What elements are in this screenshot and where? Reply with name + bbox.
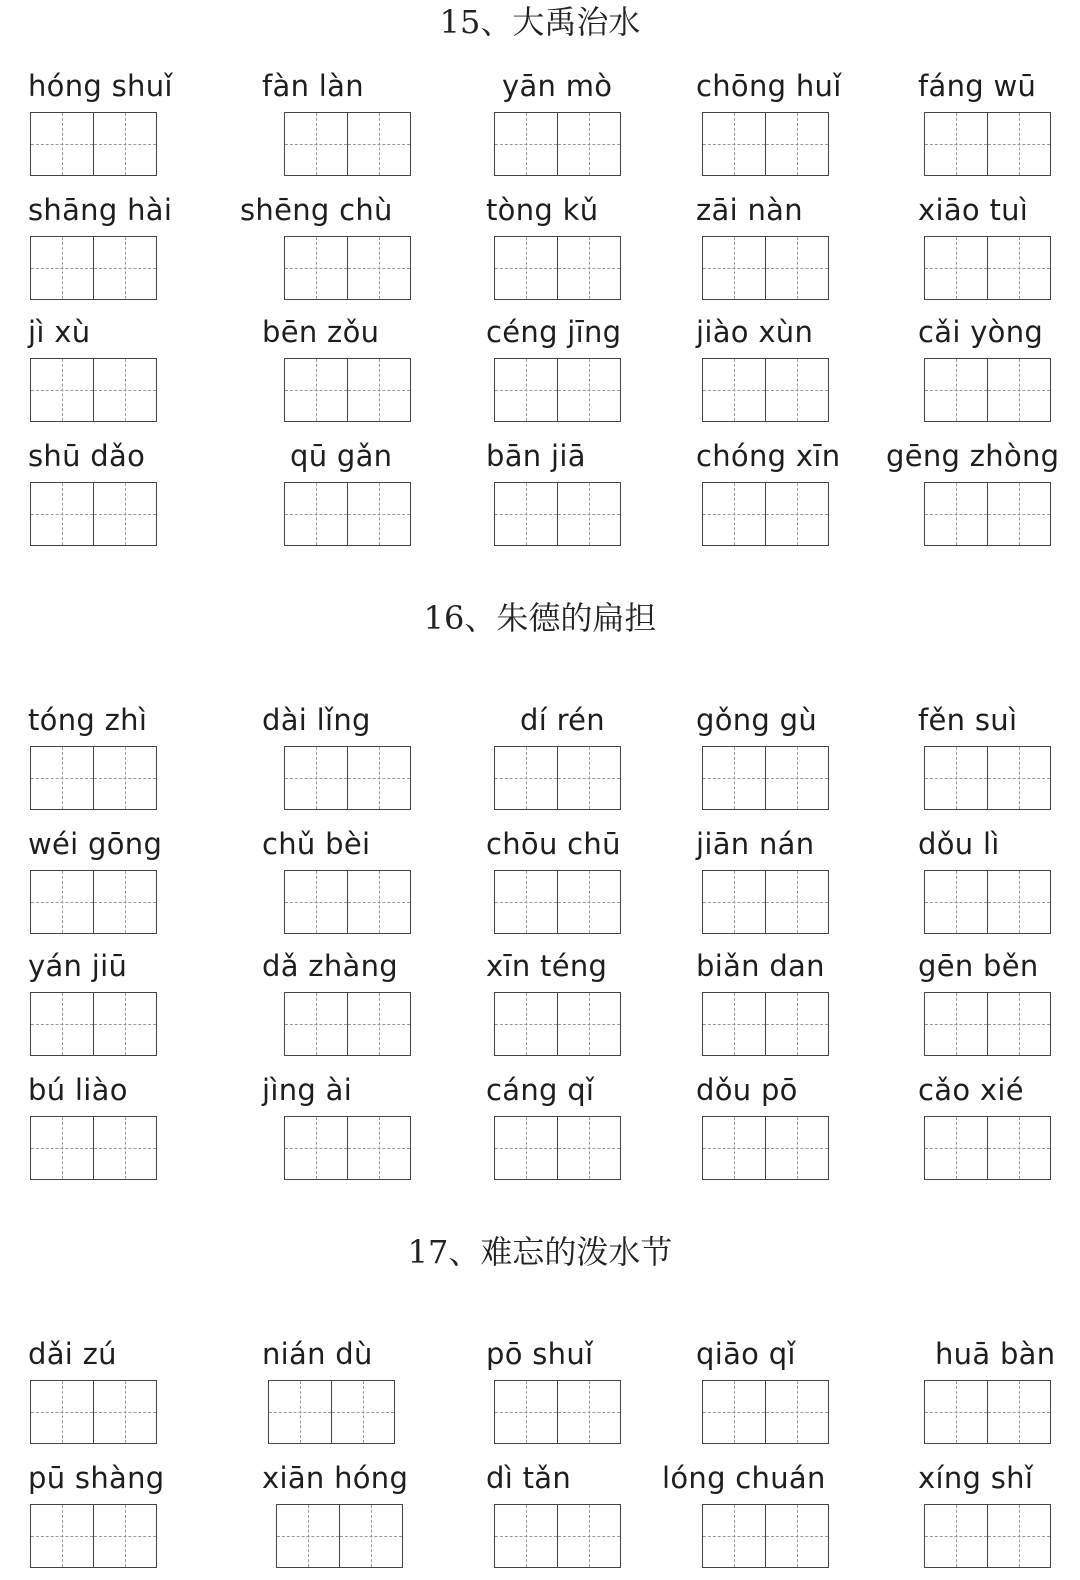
pinyin-label: tóng zhì [28, 703, 148, 737]
word-entry [0, 438, 1080, 558]
pinyin-label: dǒu pō [696, 1073, 798, 1107]
pinyin-label: zāi nàn [696, 193, 803, 227]
pinyin-label: qiāo qǐ [696, 1337, 796, 1371]
writing-cell[interactable] [988, 992, 1051, 1056]
pinyin-label: nián dù [262, 1337, 373, 1371]
writing-cell[interactable] [988, 1504, 1051, 1568]
pinyin-label: fěn suì [918, 703, 1018, 737]
writing-cell[interactable] [924, 112, 988, 176]
pinyin-label: shū dǎo [28, 439, 146, 473]
pinyin-label: xiān hóng [262, 1461, 409, 1495]
pinyin-label: hóng shuǐ [28, 69, 173, 103]
pinyin-label: chōu chū [486, 827, 621, 861]
tianzige-grid [924, 1380, 1051, 1444]
pinyin-label: chǔ bèi [262, 827, 371, 861]
pinyin-label: cǎo xié [918, 1073, 1024, 1107]
writing-cell[interactable] [988, 1380, 1051, 1444]
pinyin-label: xiāo tuì [918, 193, 1029, 227]
pinyin-label: dí rén [520, 703, 605, 737]
lesson-title-16: 16、朱德的扁担 [423, 599, 657, 637]
pinyin-label: dǎi zú [28, 1337, 117, 1371]
tianzige-grid [924, 746, 1051, 810]
writing-cell[interactable] [924, 1380, 988, 1444]
pinyin-label: fáng wū [918, 69, 1037, 103]
pinyin-label: jìng ài [262, 1073, 353, 1107]
writing-cell[interactable] [924, 992, 988, 1056]
pinyin-label: fàn làn [262, 69, 364, 103]
tianzige-grid [924, 1504, 1051, 1568]
pinyin-label: bú liào [28, 1073, 128, 1107]
lesson-title-17: 17、难忘的泼水节 [407, 1233, 673, 1271]
pinyin-label: biǎn dan [696, 949, 825, 983]
pinyin-label: dǒu lì [918, 827, 1000, 861]
pinyin-label: yán jiū [28, 949, 128, 983]
tianzige-grid [924, 1116, 1051, 1180]
writing-cell[interactable] [924, 1116, 988, 1180]
pinyin-label: dài lǐng [262, 703, 371, 737]
pinyin-label: lóng chuán [662, 1461, 826, 1495]
tianzige-grid [924, 112, 1051, 176]
pinyin-label: jiào xùn [696, 315, 814, 349]
word-entry [0, 314, 1080, 434]
pinyin-label: jì xù [28, 315, 91, 349]
word-entry [0, 826, 1080, 946]
writing-cell[interactable] [988, 1116, 1051, 1180]
writing-cell[interactable] [988, 482, 1051, 546]
lesson-title-15: 15、大禹治水 [439, 3, 641, 41]
pinyin-label: dǎ zhàng [262, 949, 398, 983]
pinyin-label: bān jiā [486, 439, 586, 473]
pinyin-label: yān mò [502, 69, 613, 103]
word-entry [0, 1336, 1080, 1456]
pinyin-label: pō shuǐ [486, 1337, 594, 1371]
word-entry [0, 68, 1080, 188]
writing-cell[interactable] [924, 746, 988, 810]
pinyin-label: cǎi yòng [918, 315, 1044, 349]
writing-cell[interactable] [924, 236, 988, 300]
word-entry [0, 192, 1080, 312]
writing-cell[interactable] [988, 358, 1051, 422]
word-entry [0, 702, 1080, 822]
pinyin-label: gēng zhòng [886, 439, 1060, 473]
writing-cell[interactable] [924, 482, 988, 546]
writing-cell[interactable] [924, 358, 988, 422]
writing-cell[interactable] [924, 870, 988, 934]
pinyin-label: céng jīng [486, 315, 622, 349]
pinyin-label: pū shàng [28, 1461, 165, 1495]
pinyin-label: chōng huǐ [696, 69, 842, 103]
word-entry [0, 1460, 1080, 1580]
pinyin-label: shēng chù [240, 193, 393, 227]
pinyin-label: chóng xīn [696, 439, 841, 473]
pinyin-label: dì tǎn [486, 1461, 572, 1495]
tianzige-grid [924, 236, 1051, 300]
tianzige-grid [924, 358, 1051, 422]
writing-cell[interactable] [924, 1504, 988, 1568]
writing-cell[interactable] [988, 236, 1051, 300]
tianzige-grid [924, 482, 1051, 546]
pinyin-label: cáng qǐ [486, 1073, 595, 1107]
word-entry [0, 1072, 1080, 1192]
pinyin-label: xīn téng [486, 949, 608, 983]
pinyin-label: shāng hài [28, 193, 173, 227]
pinyin-label: qū gǎn [290, 439, 393, 473]
pinyin-label: tòng kǔ [486, 193, 599, 227]
tianzige-grid [924, 992, 1051, 1056]
pinyin-label: wéi gōng [28, 827, 163, 861]
tianzige-grid [924, 870, 1051, 934]
pinyin-label: gēn běn [918, 949, 1039, 983]
pinyin-label: jiān nán [696, 827, 815, 861]
writing-cell[interactable] [988, 746, 1051, 810]
word-entry [0, 948, 1080, 1068]
writing-cell[interactable] [988, 870, 1051, 934]
pinyin-label: bēn zǒu [262, 315, 380, 349]
writing-cell[interactable] [988, 112, 1051, 176]
pinyin-label: gǒng gù [696, 703, 818, 737]
pinyin-label: huā bàn [935, 1337, 1056, 1371]
pinyin-label: xíng shǐ [918, 1461, 1034, 1495]
